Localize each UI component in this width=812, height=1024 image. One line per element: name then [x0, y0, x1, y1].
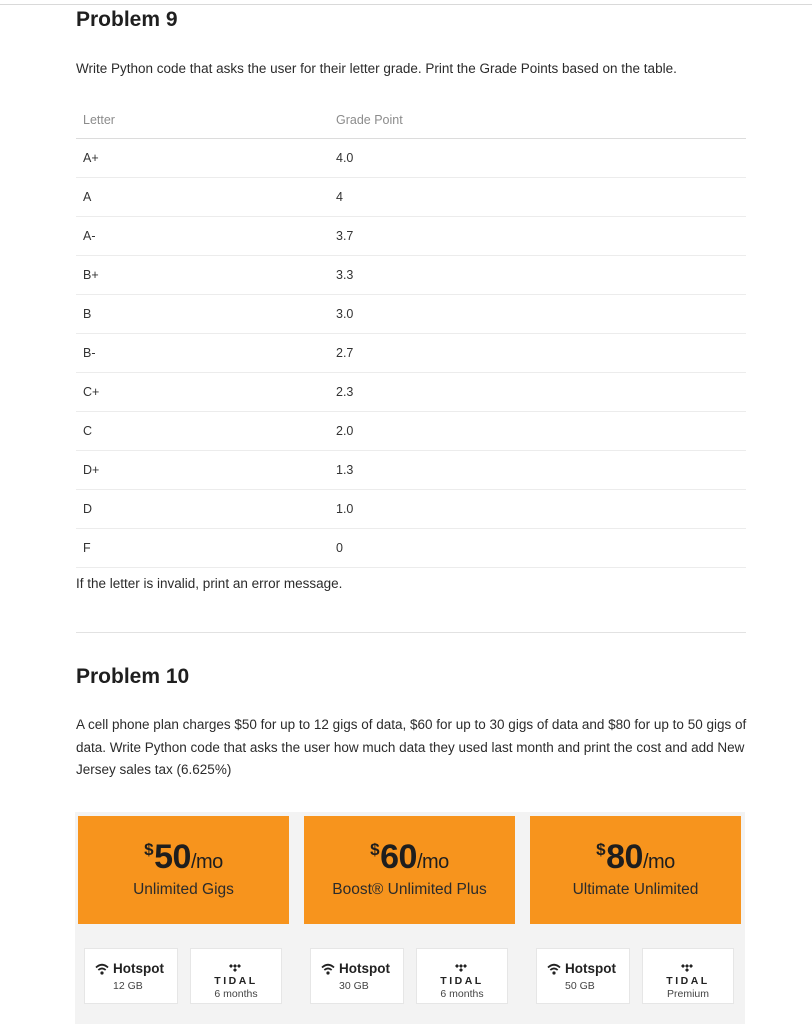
hotspot-data: 50 GB: [565, 980, 595, 992]
tidal-wordmark: TIDAL: [666, 975, 710, 987]
currency-symbol: $: [370, 840, 380, 859]
currency-symbol: $: [596, 840, 606, 859]
plan-card-80: [530, 816, 741, 924]
problem-9-title: Problem 9: [76, 8, 178, 31]
problem-10-title: Problem 10: [76, 665, 190, 688]
letter-cell: A+: [76, 139, 330, 178]
price-amount: 50: [154, 838, 191, 876]
grade-point-cell: 1.3: [330, 451, 746, 490]
plan-card-50: [78, 816, 289, 924]
tidal-perk: [190, 948, 282, 1004]
grade-point-cell: 2.3: [330, 373, 746, 412]
grade-point-column-header: Grade Point: [330, 101, 746, 139]
letter-cell: C: [76, 412, 330, 451]
problem-9-intro: Write Python code that asks the user for their letter grade. Print the Grade Points based on the table.: [76, 61, 677, 76]
table-row: [76, 412, 746, 451]
hotspot-perk: [536, 948, 630, 1004]
grade-table: [76, 101, 746, 568]
letter-cell: F: [76, 529, 330, 568]
plan-name: Boost® Unlimited Plus: [332, 881, 487, 898]
letter-column-header: Letter: [76, 101, 330, 139]
table-row: [76, 139, 746, 178]
tidal-term: 6 months: [214, 988, 258, 1000]
hotspot-data: 12 GB: [113, 980, 143, 992]
table-row: [76, 217, 746, 256]
table-row: [76, 373, 746, 412]
wifi-icon: [547, 963, 561, 975]
top-divider: [0, 4, 812, 5]
hotspot-label: Hotspot: [113, 961, 164, 976]
hotspot-label: Hotspot: [339, 961, 390, 976]
plans-image: [75, 812, 745, 1024]
table-row: [76, 529, 746, 568]
price-amount: 60: [380, 838, 417, 876]
price-period: /mo: [416, 851, 449, 873]
plan-name: Unlimited Gigs: [133, 881, 234, 898]
currency-symbol: $: [144, 840, 154, 859]
letter-cell: D+: [76, 451, 330, 490]
hotspot-perk: [84, 948, 178, 1004]
letter-cell: A: [76, 178, 330, 217]
grade-point-cell: 4.0: [330, 139, 746, 178]
tidal-wordmark: TIDAL: [214, 975, 258, 987]
table-row: [76, 451, 746, 490]
plan-card-60: [304, 816, 515, 924]
problem-10-description: A cell phone plan charges $50 for up to 12 gigs of data, $60 for up to 30 gigs of data and $80 for up to 50 gigs of data. Write Python code that asks the user how much data they used last month and print the cost and add New Jersey sales tax (6.625%): [76, 717, 747, 777]
grade-point-cell: 3.3: [330, 256, 746, 295]
grade-point-cell: 2.7: [330, 334, 746, 373]
letter-cell: C+: [76, 373, 330, 412]
problem-9-invalid-note: If the letter is invalid, print an error message.: [76, 576, 343, 591]
price-amount: 80: [606, 838, 643, 876]
grade-point-cell: 4: [330, 178, 746, 217]
table-row: [76, 490, 746, 529]
letter-cell: B-: [76, 334, 330, 373]
table-row: [76, 178, 746, 217]
hotspot-perk: [310, 948, 404, 1004]
tidal-perk: [416, 948, 508, 1004]
letter-cell: D: [76, 490, 330, 529]
tidal-term: Premium: [666, 988, 709, 1000]
section-divider: [76, 632, 746, 633]
grade-point-cell: 3.7: [330, 217, 746, 256]
tidal-term: 6 months: [440, 988, 484, 1000]
wifi-icon: [321, 963, 335, 975]
plan-price: [78, 838, 289, 877]
grade-point-cell: 2.0: [330, 412, 746, 451]
table-row: [76, 256, 746, 295]
grade-point-cell: 1.0: [330, 490, 746, 529]
hotspot-label: Hotspot: [565, 961, 616, 976]
table-row: [76, 334, 746, 373]
table-row: [76, 295, 746, 334]
grade-point-cell: 0: [330, 529, 746, 568]
hotspot-data: 30 GB: [339, 980, 369, 992]
letter-cell: B+: [76, 256, 330, 295]
price-period: /mo: [190, 851, 223, 873]
plan-price: [530, 838, 741, 877]
wifi-icon: [95, 963, 109, 975]
plan-price: [304, 838, 515, 877]
letter-cell: A-: [76, 217, 330, 256]
grade-table-header: [76, 101, 746, 139]
letter-cell: B: [76, 295, 330, 334]
price-period: /mo: [642, 851, 675, 873]
plan-name: Ultimate Unlimited: [572, 881, 699, 898]
tidal-perk: [642, 948, 734, 1004]
grade-point-cell: 3.0: [330, 295, 746, 334]
tidal-wordmark: TIDAL: [440, 975, 484, 987]
